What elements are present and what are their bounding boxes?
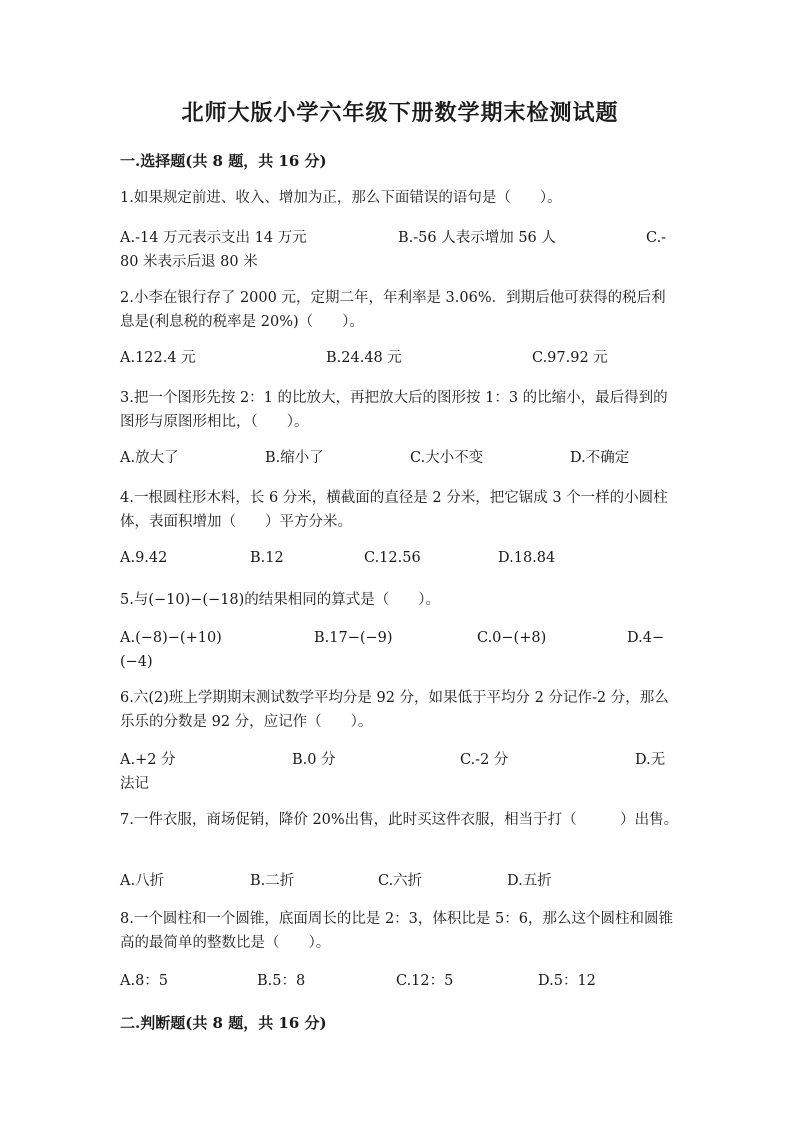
option-c[interactable]: C.六折 <box>378 873 423 889</box>
option-b[interactable]: B.-56 人表示增加 56 人 <box>398 230 556 246</box>
option-a[interactable]: A.放大了 <box>120 450 179 466</box>
option-b[interactable]: B.缩小了 <box>265 450 324 466</box>
option-b[interactable]: B.二折 <box>250 873 295 889</box>
option-d[interactable]: D.五折 <box>507 873 552 889</box>
option-a[interactable]: A.八折 <box>120 873 165 889</box>
option-c[interactable]: C.12.56 <box>364 550 421 566</box>
option-d[interactable]: D.5：12 <box>538 973 596 989</box>
option-c[interactable]: C.12：5 <box>396 973 454 989</box>
question-6: 6.六(2)班上学期期末测试数学平均分是 92 分，如果低于平均分 2 分记作-2 分，那么乐乐的分数是 92 分，应记作（ ）。 <box>120 690 669 730</box>
question-4-options <box>120 546 680 594</box>
question-8: 8.一个圆柱和一个圆锥，底面周长的比是 2：3，体积比是 5：6，那么这个圆柱和圆锥高的最简单的整数比是（ ）。 <box>120 911 673 951</box>
section-heading-choice: 一.选择题(共 8 题，共 16 分) <box>120 152 327 170</box>
exam-title: 北师大版小学六年级下册数学期末检测试题 <box>181 100 619 126</box>
option-a[interactable]: A.9.42 <box>120 550 168 566</box>
question-4: 4.一根圆柱形木料，长 6 分米，横截面的直径是 2 分米，把它锯成 3 个一样的小圆柱体，表面积增加（ ）平方分米。 <box>120 490 668 530</box>
question-3: 3.把一个图形先按 2：1 的比放大，再把放大后的图形按 1：3 的比缩小，最后得到的图形与原图形相比，（ ）。 <box>120 390 668 430</box>
option-c[interactable]: C.-2 分 <box>460 752 509 768</box>
question-6-options <box>120 748 680 796</box>
option-a[interactable]: A.-14 万元表示支出 14 万元 <box>120 230 307 246</box>
question-8-options <box>120 969 680 1017</box>
option-d-continued: 法记 <box>120 776 149 792</box>
option-d[interactable]: D.18.84 <box>498 550 556 566</box>
question-1: 1.如果规定前进、收入、增加为正，那么下面错误的语句是（ ）。 <box>120 190 562 206</box>
question-1-options <box>120 226 680 274</box>
option-a[interactable]: A.8：5 <box>120 973 169 989</box>
option-b[interactable]: B.0 分 <box>292 752 336 768</box>
option-a[interactable]: A.(−8)−(+10) <box>120 630 222 646</box>
option-d[interactable]: D.4− <box>627 630 665 646</box>
option-b[interactable]: B.5：8 <box>257 973 306 989</box>
option-d[interactable]: D.无 <box>635 752 666 768</box>
option-a[interactable]: A.+2 分 <box>120 752 176 768</box>
question-5: 5.与(−10)−(−18)的结果相同的算式是（ ）。 <box>120 592 441 608</box>
question-5-options <box>120 626 680 674</box>
option-c[interactable]: C.大小不变 <box>410 450 484 466</box>
option-b[interactable]: B.24.48 元 <box>326 350 402 366</box>
option-c[interactable]: C.0−(+8) <box>477 630 547 646</box>
question-2: 2.小李在银行存了 2000 元，定期二年，年利率是 3.06%．到期后他可获得的税后利息是(利息税的税率是 20%)（ ）。 <box>120 290 666 330</box>
option-d-continued: (−4) <box>120 654 153 670</box>
section-heading-judgement: 二.判断题(共 8 题，共 16 分) <box>120 1014 327 1032</box>
option-c[interactable]: C.97.92 元 <box>532 350 608 366</box>
option-c[interactable]: C.- <box>646 230 667 246</box>
option-d[interactable]: D.不确定 <box>570 450 630 466</box>
question-7: 7.一件衣服，商场促销，降价 20%出售，此时买这件衣服，相当于打（ ）出售。 <box>120 812 679 828</box>
option-a[interactable]: A.122.4 元 <box>120 350 196 366</box>
option-c-continued: 80 米表示后退 80 米 <box>120 254 258 270</box>
option-b[interactable]: B.17−(−9) <box>314 630 393 646</box>
option-b[interactable]: B.12 <box>250 550 284 566</box>
